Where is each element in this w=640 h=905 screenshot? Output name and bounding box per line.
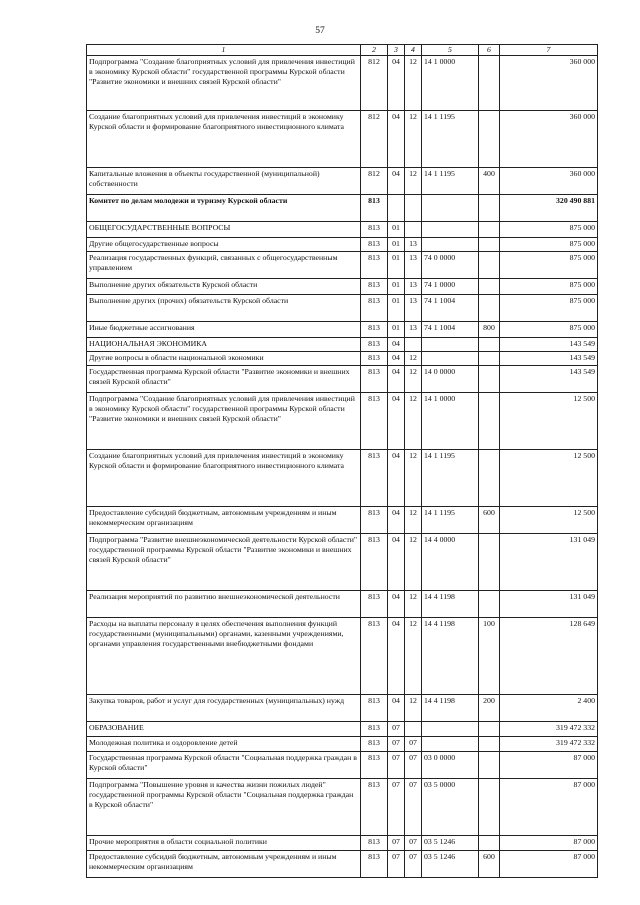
grbs-code-cell: 813 bbox=[361, 294, 388, 321]
table-row bbox=[87, 167, 598, 194]
target-article-cell: 14 1 0000 bbox=[422, 55, 479, 110]
item-name-cell: Капитальные вложения в объекты государственной (муниципальной) собственности bbox=[87, 167, 361, 194]
grbs-code-cell: 813 bbox=[361, 449, 388, 506]
grbs-code-cell: 813 bbox=[361, 721, 388, 736]
section-code-cell: 04 bbox=[388, 392, 405, 449]
amount-cell: 875 000 bbox=[500, 251, 598, 278]
item-name-cell: Подпрограмма "Создание благоприятных условий для привлечения инвестиций в экономику Курской области" государственной программы Курской области "Развитие экономики и внешних связей Курской области" bbox=[87, 392, 361, 449]
expense-type-cell bbox=[479, 449, 500, 506]
target-article-cell: 14 1 1195 bbox=[422, 449, 479, 506]
grbs-code-cell: 813 bbox=[361, 617, 388, 694]
table-row bbox=[87, 751, 598, 778]
header-cell: 3 bbox=[388, 45, 405, 56]
item-name-cell: Создание благоприятных условий для привлечения инвестиций в экономику Курской области и формирование благоприятного инвестиционного климата bbox=[87, 449, 361, 506]
table-row bbox=[87, 221, 598, 237]
subsection-code-cell: 13 bbox=[405, 251, 422, 278]
amount-cell: 875 000 bbox=[500, 221, 598, 237]
expense-type-cell bbox=[479, 351, 500, 365]
header-cell: 5 bbox=[422, 45, 479, 56]
subsection-code-cell: 12 bbox=[405, 590, 422, 617]
subsection-code-cell bbox=[405, 721, 422, 736]
header-cell: 2 bbox=[361, 45, 388, 56]
section-code-cell: 07 bbox=[388, 751, 405, 778]
section-code-cell: 04 bbox=[388, 590, 405, 617]
amount-cell: 360 000 bbox=[500, 110, 598, 167]
expense-type-cell: 100 bbox=[479, 617, 500, 694]
item-name-cell: Предоставление субсидий бюджетным, автономным учреждениям и иным некоммерческим организациям bbox=[87, 506, 361, 533]
amount-cell: 319 472 332 bbox=[500, 736, 598, 751]
grbs-code-cell: 813 bbox=[361, 365, 388, 392]
target-article-cell bbox=[422, 337, 479, 351]
page-number: 57 bbox=[315, 26, 325, 36]
expense-type-cell bbox=[479, 392, 500, 449]
item-name-cell: Прочие мероприятия в области социальной политики bbox=[87, 835, 361, 850]
amount-cell: 87 000 bbox=[500, 778, 598, 835]
grbs-code-cell: 813 bbox=[361, 850, 388, 877]
expense-type-cell bbox=[479, 278, 500, 294]
subsection-code-cell: 07 bbox=[405, 778, 422, 835]
item-name-cell: Расходы на выплаты персоналу в целях обеспечения выполнения функций государственными (муниципальными) органами, казенными учреждениями, органами управления государственными внебюджетными фондами bbox=[87, 617, 361, 694]
table-row bbox=[87, 351, 598, 365]
expense-type-cell: 400 bbox=[479, 167, 500, 194]
section-code-cell: 04 bbox=[388, 110, 405, 167]
expense-type-cell bbox=[479, 194, 500, 221]
item-name-cell: Молодежная политика и оздоровление детей bbox=[87, 736, 361, 751]
grbs-code-cell: 813 bbox=[361, 194, 388, 221]
target-article-cell bbox=[422, 194, 479, 221]
subsection-code-cell bbox=[405, 221, 422, 237]
target-article-cell: 14 4 1198 bbox=[422, 590, 479, 617]
target-article-cell bbox=[422, 237, 479, 251]
target-article-cell: 14 4 0000 bbox=[422, 533, 479, 590]
item-name-cell: ОБЩЕГОСУДАРСТВЕННЫЕ ВОПРОСЫ bbox=[87, 221, 361, 237]
expense-type-cell bbox=[479, 55, 500, 110]
table-row bbox=[87, 392, 598, 449]
amount-cell: 143 549 bbox=[500, 351, 598, 365]
item-name-cell: Иные бюджетные ассигнования bbox=[87, 321, 361, 337]
table-row bbox=[87, 778, 598, 835]
target-article-cell: 03 0 0000 bbox=[422, 751, 479, 778]
expense-type-cell bbox=[479, 365, 500, 392]
table-row bbox=[87, 294, 598, 321]
subsection-code-cell: 12 bbox=[405, 110, 422, 167]
grbs-code-cell: 813 bbox=[361, 337, 388, 351]
section-code-cell: 04 bbox=[388, 337, 405, 351]
amount-cell: 875 000 bbox=[500, 321, 598, 337]
target-article-cell: 14 1 0000 bbox=[422, 392, 479, 449]
table-row bbox=[87, 850, 598, 877]
table-row bbox=[87, 337, 598, 351]
table-row bbox=[87, 251, 598, 278]
subsection-code-cell: 13 bbox=[405, 321, 422, 337]
section-code-cell: 01 bbox=[388, 237, 405, 251]
item-name-cell: Создание благоприятных условий для привлечения инвестиций в экономику Курской области и формирование благоприятного инвестиционного климата bbox=[87, 110, 361, 167]
section-code-cell: 07 bbox=[388, 835, 405, 850]
table-row bbox=[87, 365, 598, 392]
section-code-cell: 01 bbox=[388, 221, 405, 237]
target-article-cell: 74 0 0000 bbox=[422, 251, 479, 278]
subsection-code-cell: 12 bbox=[405, 351, 422, 365]
section-code-cell: 01 bbox=[388, 294, 405, 321]
item-name-cell: Подпрограмма "Создание благоприятных условий для привлечения инвестиций в экономику Курской области" государственной программы Курской области "Развитие экономики и внешних связей Курской области" bbox=[87, 55, 361, 110]
grbs-code-cell: 813 bbox=[361, 321, 388, 337]
section-code-cell bbox=[388, 194, 405, 221]
amount-cell: 87 000 bbox=[500, 751, 598, 778]
target-article-cell: 03 5 1246 bbox=[422, 850, 479, 877]
header-cell: 7 bbox=[500, 45, 598, 56]
section-code-cell: 04 bbox=[388, 351, 405, 365]
section-code-cell: 04 bbox=[388, 449, 405, 506]
table-row bbox=[87, 194, 598, 221]
subsection-code-cell: 13 bbox=[405, 237, 422, 251]
subsection-code-cell: 12 bbox=[405, 365, 422, 392]
subsection-code-cell bbox=[405, 337, 422, 351]
amount-cell: 875 000 bbox=[500, 237, 598, 251]
table-row bbox=[87, 835, 598, 850]
grbs-code-cell: 812 bbox=[361, 110, 388, 167]
target-article-cell bbox=[422, 221, 479, 237]
target-article-cell: 14 1 1195 bbox=[422, 506, 479, 533]
table-body bbox=[87, 45, 598, 878]
item-name-cell: Комитет по делам молодежи и туризму Курской области bbox=[87, 194, 361, 221]
subsection-code-cell: 13 bbox=[405, 294, 422, 321]
subsection-code-cell: 12 bbox=[405, 533, 422, 590]
subsection-code-cell: 07 bbox=[405, 835, 422, 850]
section-code-cell: 07 bbox=[388, 721, 405, 736]
grbs-code-cell: 813 bbox=[361, 221, 388, 237]
subsection-code-cell: 07 bbox=[405, 751, 422, 778]
table-row bbox=[87, 110, 598, 167]
amount-cell: 875 000 bbox=[500, 294, 598, 321]
expense-type-cell bbox=[479, 237, 500, 251]
grbs-code-cell: 813 bbox=[361, 506, 388, 533]
table-row bbox=[87, 617, 598, 694]
expense-type-cell: 600 bbox=[479, 850, 500, 877]
grbs-code-cell: 813 bbox=[361, 736, 388, 751]
table-row bbox=[87, 721, 598, 736]
amount-cell: 875 000 bbox=[500, 278, 598, 294]
target-article-cell: 14 0 0000 bbox=[422, 365, 479, 392]
target-article-cell: 14 4 1198 bbox=[422, 617, 479, 694]
header-cell: 6 bbox=[479, 45, 500, 56]
amount-cell: 143 549 bbox=[500, 365, 598, 392]
expense-type-cell bbox=[479, 294, 500, 321]
item-name-cell: Выполнение других обязательств Курской области bbox=[87, 278, 361, 294]
target-article-cell: 03 5 1246 bbox=[422, 835, 479, 850]
section-code-cell: 04 bbox=[388, 55, 405, 110]
amount-cell: 12 500 bbox=[500, 392, 598, 449]
subsection-code-cell: 12 bbox=[405, 617, 422, 694]
table-row bbox=[87, 449, 598, 506]
subsection-code-cell: 12 bbox=[405, 449, 422, 506]
expense-type-cell bbox=[479, 110, 500, 167]
expense-type-cell bbox=[479, 778, 500, 835]
section-code-cell: 07 bbox=[388, 778, 405, 835]
table-row bbox=[87, 736, 598, 751]
grbs-code-cell: 813 bbox=[361, 251, 388, 278]
grbs-code-cell: 813 bbox=[361, 590, 388, 617]
section-code-cell: 04 bbox=[388, 617, 405, 694]
target-article-cell: 74 1 1004 bbox=[422, 294, 479, 321]
subsection-code-cell bbox=[405, 194, 422, 221]
grbs-code-cell: 812 bbox=[361, 55, 388, 110]
target-article-cell: 14 1 1195 bbox=[422, 167, 479, 194]
target-article-cell: 03 5 0000 bbox=[422, 778, 479, 835]
amount-cell: 320 490 881 bbox=[500, 194, 598, 221]
expense-type-cell: 800 bbox=[479, 321, 500, 337]
table-row bbox=[87, 237, 598, 251]
section-code-cell: 01 bbox=[388, 278, 405, 294]
item-name-cell: ОБРАЗОВАНИЕ bbox=[87, 721, 361, 736]
expense-type-cell bbox=[479, 751, 500, 778]
header-row bbox=[87, 45, 598, 56]
expense-type-cell bbox=[479, 337, 500, 351]
target-article-cell bbox=[422, 736, 479, 751]
target-article-cell: 74 1 1004 bbox=[422, 321, 479, 337]
amount-cell: 12 500 bbox=[500, 449, 598, 506]
grbs-code-cell: 813 bbox=[361, 751, 388, 778]
table-row bbox=[87, 321, 598, 337]
subsection-code-cell: 07 bbox=[405, 850, 422, 877]
subsection-code-cell: 07 bbox=[405, 736, 422, 751]
target-article-cell: 14 1 1195 bbox=[422, 110, 479, 167]
subsection-code-cell: 12 bbox=[405, 506, 422, 533]
grbs-code-cell: 813 bbox=[361, 694, 388, 721]
item-name-cell: Подпрограмма "Повышение уровня и качества жизни пожилых людей" государственной программы Курской области "Социальная поддержка граждан в Курской области" bbox=[87, 778, 361, 835]
section-code-cell: 04 bbox=[388, 533, 405, 590]
expense-type-cell bbox=[479, 590, 500, 617]
expense-type-cell bbox=[479, 221, 500, 237]
grbs-code-cell: 813 bbox=[361, 278, 388, 294]
section-code-cell: 04 bbox=[388, 167, 405, 194]
target-article-cell: 74 1 0000 bbox=[422, 278, 479, 294]
expense-type-cell bbox=[479, 736, 500, 751]
table-row bbox=[87, 278, 598, 294]
section-code-cell: 07 bbox=[388, 850, 405, 877]
subsection-code-cell: 12 bbox=[405, 392, 422, 449]
amount-cell: 128 649 bbox=[500, 617, 598, 694]
amount-cell: 131 049 bbox=[500, 590, 598, 617]
expense-type-cell bbox=[479, 721, 500, 736]
amount-cell: 143 549 bbox=[500, 337, 598, 351]
expense-type-cell bbox=[479, 835, 500, 850]
grbs-code-cell: 813 bbox=[361, 778, 388, 835]
amount-cell: 87 000 bbox=[500, 850, 598, 877]
table-row bbox=[87, 55, 598, 110]
expense-type-cell: 600 bbox=[479, 506, 500, 533]
budget-table bbox=[86, 44, 598, 878]
item-name-cell: Подпрограмма "Развитие внешнеэкономической деятельности Курской области" государственной программы Курской области "Развитие экономики и внешних связей Курской области" bbox=[87, 533, 361, 590]
amount-cell: 12 500 bbox=[500, 506, 598, 533]
item-name-cell: Закупка товаров, работ и услуг для государственных (муниципальных) нужд bbox=[87, 694, 361, 721]
item-name-cell: Государственная программа Курской области "Социальная поддержка граждан в Курской области" bbox=[87, 751, 361, 778]
target-article-cell: 14 4 1198 bbox=[422, 694, 479, 721]
item-name-cell: НАЦИОНАЛЬНАЯ ЭКОНОМИКА bbox=[87, 337, 361, 351]
amount-cell: 360 000 bbox=[500, 167, 598, 194]
item-name-cell: Реализация мероприятий по развитию внешнеэкономической деятельности bbox=[87, 590, 361, 617]
section-code-cell: 04 bbox=[388, 694, 405, 721]
grbs-code-cell: 813 bbox=[361, 351, 388, 365]
header-cell: 4 bbox=[405, 45, 422, 56]
section-code-cell: 01 bbox=[388, 321, 405, 337]
table-row bbox=[87, 506, 598, 533]
expense-type-cell bbox=[479, 251, 500, 278]
amount-cell: 319 472 332 bbox=[500, 721, 598, 736]
grbs-code-cell: 813 bbox=[361, 835, 388, 850]
expense-type-cell bbox=[479, 533, 500, 590]
table-row bbox=[87, 694, 598, 721]
subsection-code-cell: 12 bbox=[405, 694, 422, 721]
grbs-code-cell: 813 bbox=[361, 237, 388, 251]
item-name-cell: Выполнение других (прочих) обязательств Курской области bbox=[87, 294, 361, 321]
grbs-code-cell: 813 bbox=[361, 533, 388, 590]
expense-type-cell: 200 bbox=[479, 694, 500, 721]
section-code-cell: 04 bbox=[388, 365, 405, 392]
grbs-code-cell: 812 bbox=[361, 167, 388, 194]
item-name-cell: Другие вопросы в области национальной экономики bbox=[87, 351, 361, 365]
table-row bbox=[87, 533, 598, 590]
amount-cell: 131 049 bbox=[500, 533, 598, 590]
grbs-code-cell: 813 bbox=[361, 392, 388, 449]
target-article-cell bbox=[422, 721, 479, 736]
section-code-cell: 01 bbox=[388, 251, 405, 278]
item-name-cell: Предоставление субсидий бюджетным, автономным учреждениям и иным некоммерческим организациям bbox=[87, 850, 361, 877]
subsection-code-cell: 12 bbox=[405, 167, 422, 194]
item-name-cell: Другие общегосударственные вопросы bbox=[87, 237, 361, 251]
subsection-code-cell: 13 bbox=[405, 278, 422, 294]
section-code-cell: 07 bbox=[388, 736, 405, 751]
amount-cell: 87 000 bbox=[500, 835, 598, 850]
header-cell: 1 bbox=[87, 45, 361, 56]
table-row bbox=[87, 590, 598, 617]
section-code-cell: 04 bbox=[388, 506, 405, 533]
item-name-cell: Государственная программа Курской области "Развитие экономики и внешних связей Курской области" bbox=[87, 365, 361, 392]
item-name-cell: Реализация государственных функций, связанных с общегосударственным управлением bbox=[87, 251, 361, 278]
amount-cell: 2 400 bbox=[500, 694, 598, 721]
amount-cell: 360 000 bbox=[500, 55, 598, 110]
subsection-code-cell: 12 bbox=[405, 55, 422, 110]
target-article-cell bbox=[422, 351, 479, 365]
